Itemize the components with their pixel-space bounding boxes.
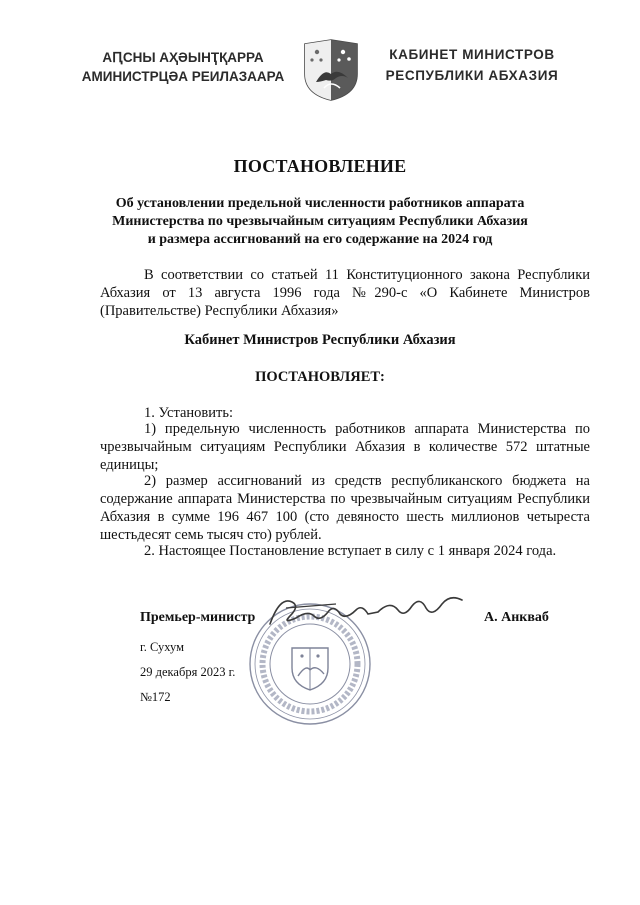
document-subject: [100, 195, 540, 249]
signatory-name: А. Анкваб: [484, 610, 549, 625]
subject-line-2: Министерства по чрезвычайным ситуациям Республики Абхазия: [112, 214, 528, 229]
item-2: 2. Настоящее Постановление вступает в силу с 1 января 2024 года.: [144, 543, 557, 559]
handwritten-signature-icon: [266, 590, 466, 632]
document-number: №172: [140, 690, 171, 704]
letterhead-abkhaz-line1: АԤСНЫ АҲӘЫНҬҚАРРА: [102, 50, 264, 65]
item-1: 1. Установить:: [144, 405, 234, 421]
document-title: ПОСТАНОВЛЕНИЕ: [233, 156, 407, 176]
letterhead-abkhaz: [78, 48, 288, 86]
item-1-subitem-2: 2) размер ассигнований из средств республиканского бюджета на содержание аппарата Министерства по чрезвычайным ситуациям Республики Абхазия в сумме 196 467 100 (сто девяносто шесть миллионов четыреста шестьдесят семь тысяч сто) рублей.: [100, 473, 590, 543]
letterhead-russian-line1: КАБИНЕТ МИНИСТРОВ: [389, 47, 555, 62]
signatory-title: Премьер-министр: [140, 610, 256, 625]
item-1-subitem-1: 1) предельную численность работников аппарата Министерства по чрезвычайным ситуациям Республики Абхазия в количестве 572 штатные единицы;: [100, 421, 590, 473]
subject-line-1: Об установлении предельной численности работников аппарата: [115, 196, 525, 211]
issuing-body: Кабинет Министров Республики Абхазия: [184, 332, 456, 348]
letterhead: [0, 38, 640, 108]
abkhazia-coat-of-arms-icon: [302, 38, 360, 102]
letterhead-abkhaz-line2: АМИНИСТРЦӘА РЕИЛАЗААРА: [81, 69, 285, 84]
date-of-issue: 29 декабря 2023 г.: [140, 665, 236, 679]
preamble-paragraph: В соответствии со статьей 11 Конституционного закона Республики Абхазия от 13 августа 1996 года №290-с «О Кабинете Министров (Правительстве) Республики Абхазия»: [100, 267, 590, 319]
place-of-issue: г. Сухум: [140, 640, 185, 654]
subject-line-3: и размера ассигнований на его содержание на 2024 год: [147, 232, 493, 247]
letterhead-russian-line2: РЕСПУБЛИКИ АБХАЗИЯ: [385, 68, 559, 83]
letterhead-russian: [372, 44, 572, 86]
resolves-heading: ПОСТАНОВЛЯЕТ:: [255, 369, 385, 385]
